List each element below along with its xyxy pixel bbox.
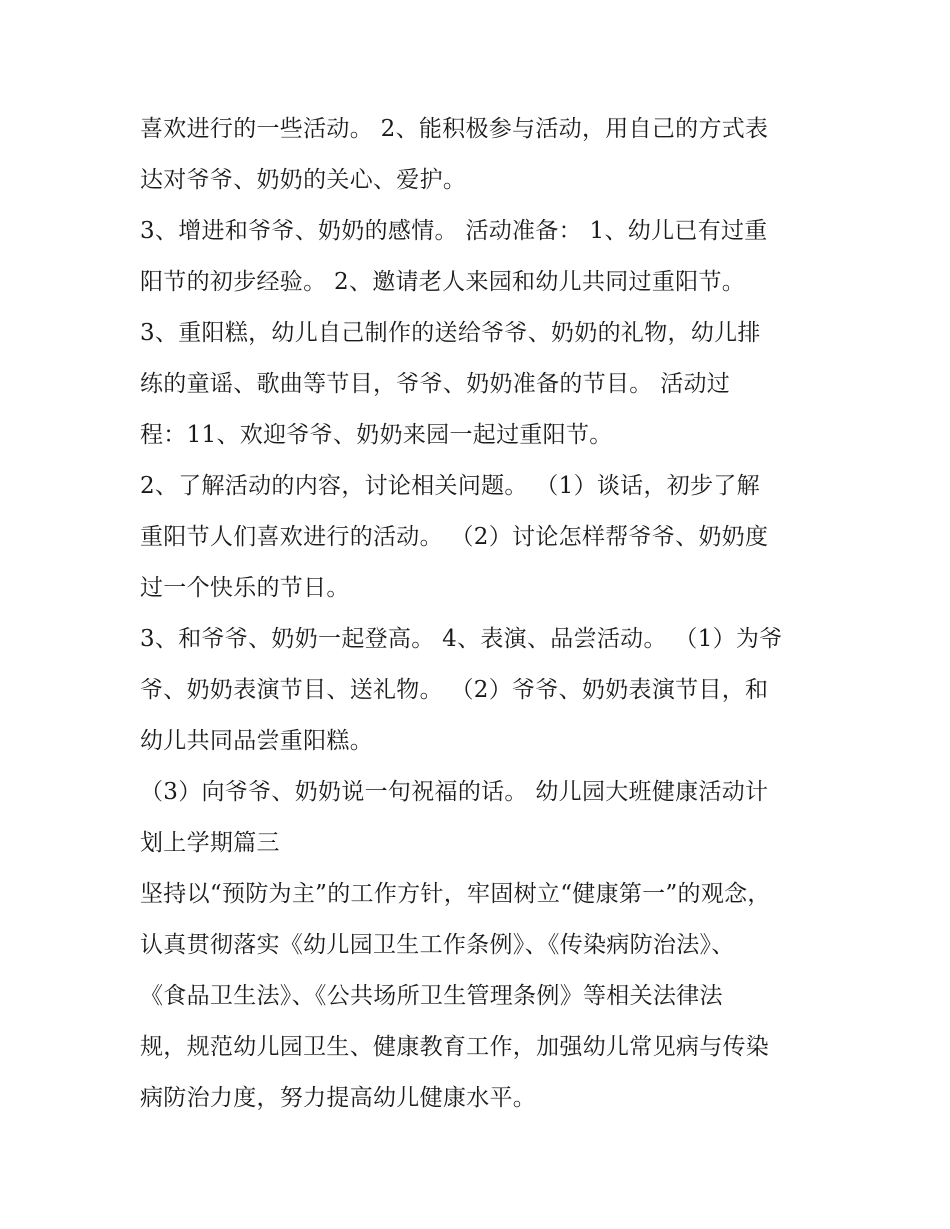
- text-line-20: 病防治力度，努力提高幼儿健康水平。: [140, 1085, 537, 1111]
- text-line-10: 过一个快乐的节日。: [140, 575, 350, 601]
- text-line-8: 2、了解活动的内容，讨论相关问题。 （1）谈话，初步了解: [140, 473, 760, 499]
- text-line-3: 3、增进和爷爷、奶奶的感情。 活动准备： 1、幼儿已有过重: [140, 218, 768, 244]
- text-line-9: 重阳节人们喜欢进行的活动。 （2）讨论怎样帮爷爷、奶奶度: [140, 524, 769, 550]
- text-line-17: 认真贯彻落实《幼儿园卫生工作条例》、《传染病防治法》、: [140, 932, 735, 958]
- text-line-11: 3、和爷爷、奶奶一起登高。 4、表演、品尝活动。 （1）为爷: [140, 626, 783, 652]
- text-line-18: 《食品卫生法》、《公共场所卫生管理条例》等相关法律法: [140, 983, 723, 1009]
- text-line-7: 程：11、欢迎爷爷、奶奶来园一起过重阳节。: [140, 422, 613, 448]
- document-body: [140, 104, 830, 1124]
- text-line-13: 幼儿共同品尝重阳糕。: [140, 728, 373, 754]
- text-line-5: 3、重阳糕，幼儿自己制作的送给爷爷、奶奶的礼物，幼儿排: [140, 320, 761, 346]
- text-line-2: 达对爷爷、奶奶的关心、爱护。: [140, 167, 467, 193]
- text-line-19: 规，规范幼儿园卫生、健康教育工作，加强幼儿常见病与传染: [140, 1034, 770, 1060]
- text-line-14: （3）向爷爷、奶奶说一句祝福的话。 幼儿园大班健康活动计: [140, 779, 769, 805]
- text-line-4: 阳节的初步经验。 2、邀请老人来园和幼儿共同过重阳节。: [140, 269, 746, 295]
- text-line-16: 坚持以“预防为主”的工作方针，牢固树立“健康第一”的观念，: [140, 881, 771, 907]
- text-line-12: 爷、奶奶表演节目、送礼物。 （2）爷爷、奶奶表演节目，和: [140, 677, 769, 703]
- text-line-1: 喜欢进行的一些活动。 2、能积极参与活动，用自己的方式表: [140, 116, 769, 142]
- text-line-6: 练的童谣、歌曲等节目，爷爷、奶奶准备的节目。 活动过: [140, 371, 731, 397]
- text-line-15: 划上学期篇三: [140, 830, 280, 856]
